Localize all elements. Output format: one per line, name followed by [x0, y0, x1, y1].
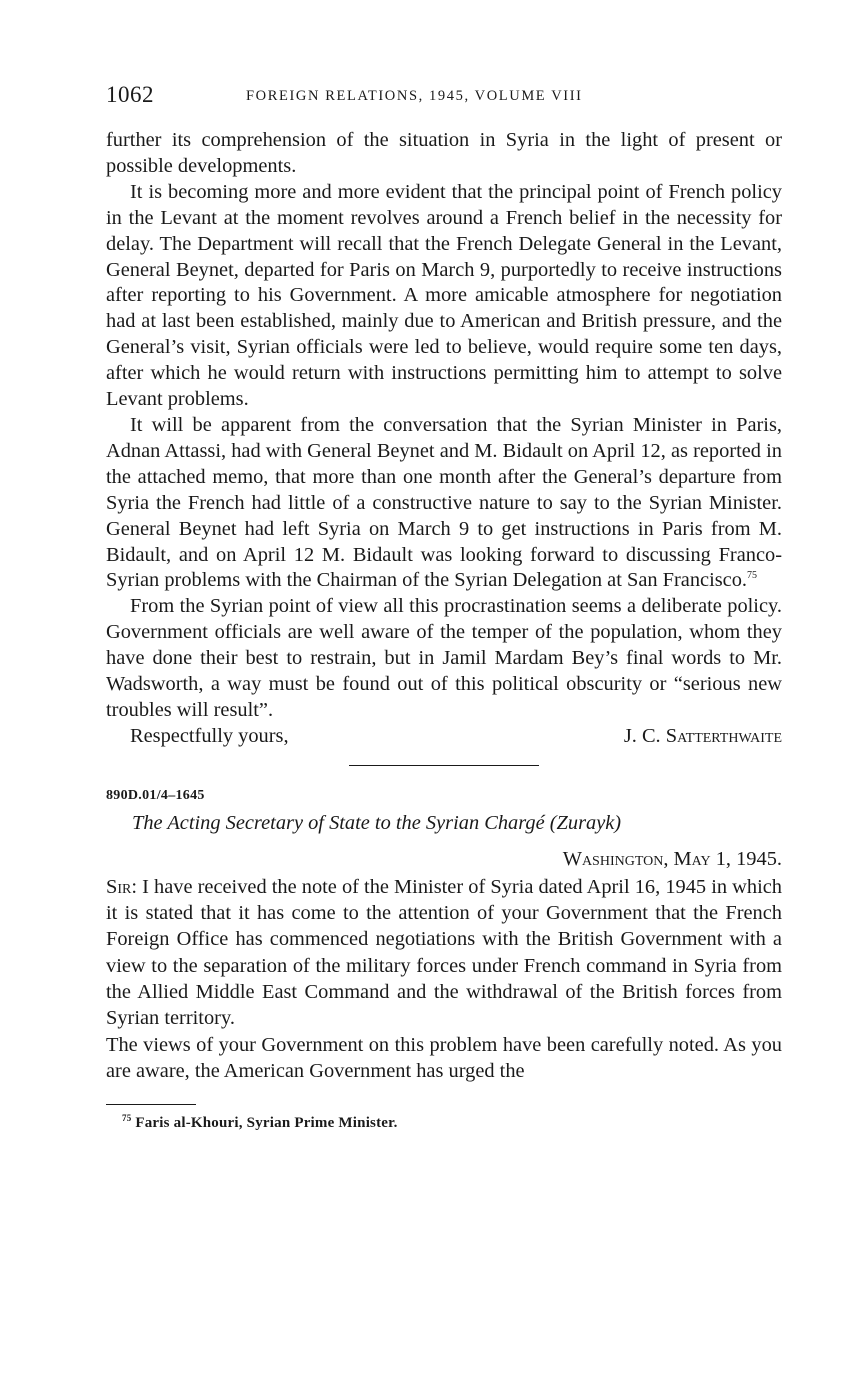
- paragraph: [106, 413, 782, 594]
- salutation: Sir:: [106, 875, 138, 898]
- paragraph-text: I have received the note of the Minister of Syria dated April 16, 1945 in which it is stated that it has come to the attention of your Government that the French Foreign Office has commenced negotiations with the British Government with a view to the separation of the military forces under French command in Syria from the Allied Middle East Command and the withdrawal of the British forces from Syrian territory.: [106, 875, 782, 1030]
- previous-document-body: [106, 128, 782, 724]
- paragraph: further its comprehension of the situation in Syria in the light of present or possible developments.: [106, 129, 782, 177]
- closing-line: [106, 724, 782, 750]
- paragraph: [106, 874, 782, 1032]
- footnote-text: Faris al-Khouri, Syrian Prime Minister.: [135, 1115, 398, 1132]
- footnote: [106, 1115, 782, 1132]
- document-title: The Acting Secretary of State to the Syrian Chargé (Zurayk): [132, 811, 622, 834]
- page-header: [106, 82, 782, 112]
- signature: J. C. Satterthwaite: [623, 724, 782, 747]
- paragraph-text: It will be apparent from the conversation that the Syrian Minister in Paris, Adnan Attassi, had with General Beynet and M. Bidault on April 12, as reported in the attached memo, that more than one month after the General’s departure from Syria the French had little of a constructive nature to say to the Syrian Minister. General Beynet had left Syria on March 9 to get instructions in Paris from M. Bidault, and on April 12 M. Bidault was looking forward to discussing Franco-Syrian problems with the Chairman of the Syrian Delegation at San Francisco.: [106, 413, 782, 592]
- paragraph: It is becoming more and more evident that the principal point of French policy in the Levant at the moment revolves around a French belief in the necessity for delay. The Department will recall that the French Delegate General in the Levant, General Beynet, departed for Paris on March 9, purportedly to receive instructions after reporting to his Government. A more amicable atmosphere for negotiation had at last been established, mainly due to American and British pressure, and the General’s visit, Syrian officials were led to believe, would require some ten days, after which he would return with instructions permitting him to attempt to solve Levant problems.: [106, 180, 782, 411]
- footnote-rule: [106, 1104, 196, 1105]
- running-head: FOREIGN RELATIONS, 1945, VOLUME VIII: [246, 88, 583, 104]
- complimentary-close: Respectfully yours,: [130, 724, 289, 747]
- footnote-marker: 75: [122, 1113, 132, 1124]
- letter-body: [106, 874, 782, 1084]
- section-divider: [349, 765, 539, 766]
- dateline: Washington, May 1, 1945.: [562, 847, 782, 870]
- paragraph: From the Syrian point of view all this procrastination seems a deliberate policy. Government officials are well aware of the temper of the population, whom they have done their best to restrain, but in Jamil Mardam Bey’s final words to Mr. Wadsworth, a way must be found out of this political obscurity or “serious new troubles will result”.: [106, 595, 782, 721]
- file-number: 890D.01/4–1645: [106, 787, 205, 803]
- page-number: 1062: [106, 82, 154, 107]
- footnote-reference: 75: [747, 570, 758, 582]
- paragraph: The views of your Government on this problem have been carefully noted. As you are aware, the American Government has urged the: [106, 1033, 782, 1082]
- document-page: [106, 82, 782, 1132]
